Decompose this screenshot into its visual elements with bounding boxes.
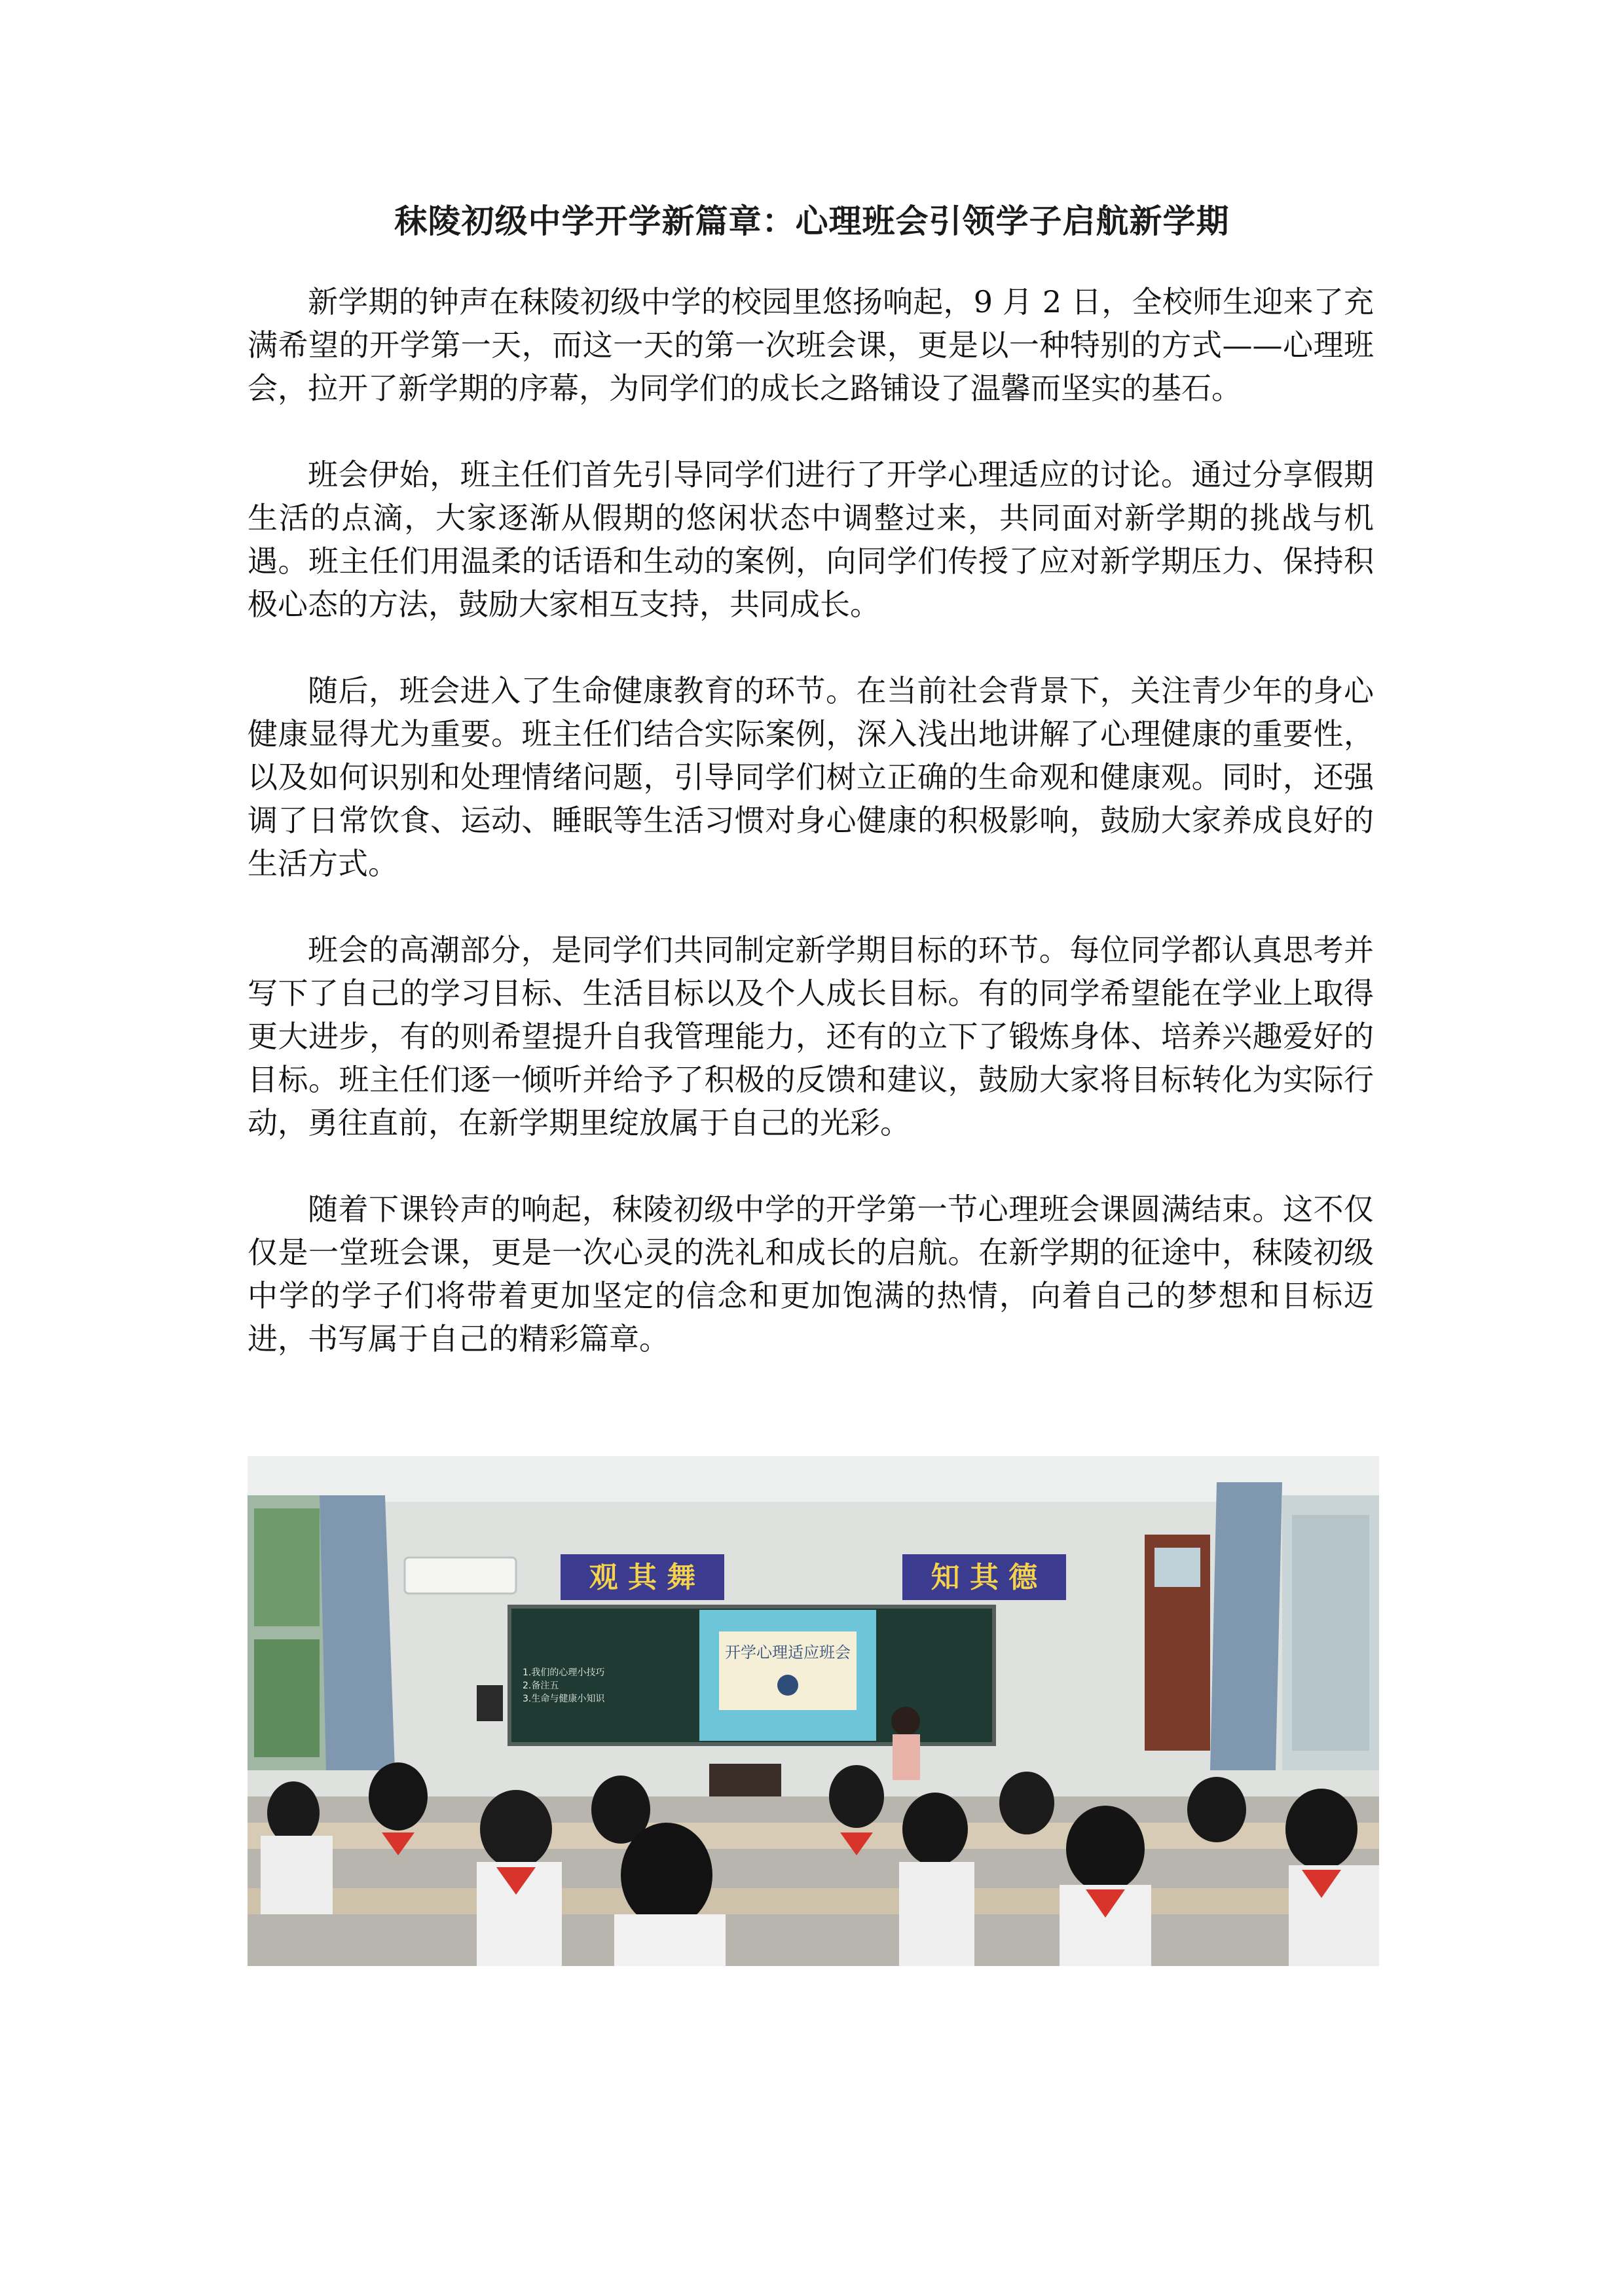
speaker [477, 1685, 503, 1721]
paragraph-5: 随着下课铃声的响起，秣陵初级中学的开学第一节心理班会课圆满结束。这不仅仅是一堂班会课，更是一次心灵的洗礼和成长的启航。在新学期的征途中，秣陵初级中学的学子们将带着更加坚定的信念和更加饱满的热情，向着自己的梦想和目标迈进，书写属于自己的精彩篇章。 [248, 1192, 1374, 1357]
blackboard-line-2: 2.备注五 [523, 1681, 559, 1691]
article-body [248, 280, 1374, 1404]
classroom-photo [248, 1456, 1379, 1966]
paragraph-3: 随后，班会进入了生命健康教育的环节。在当前社会背景下，关注青少年的身心健康显得尤为重要。班主任们结合实际案例，深入浅出地讲解了心理健康的重要性，以及如何识别和处理情绪问题，引导同学们树立正确的生命观和健康观。同时，还强调了日常饮食、运动、睡眠等生活习惯对身心健康的积极影响，鼓励大家养成良好的生活方式。 [248, 673, 1374, 881]
page-title: 秣陵初级中学开学新篇章：心理班会引领学子启航新学期 [394, 202, 1230, 240]
banner-right-text: 知 其 德 [931, 1561, 1038, 1594]
air-conditioner [405, 1558, 516, 1594]
right-curtain [1210, 1482, 1282, 1770]
paragraph-2: 班会伊始，班主任们首先引导同学们进行了开学心理适应的讨论。通过分享假期生活的点滴，大家逐渐从假期的悠闲状态中调整过来，共同面对新学期的挑战与机遇。班主任们用温柔的话语和生动的案例，向同学们传授了应对新学期压力、保持积极心态的方法，鼓励大家相互支持，共同成长。 [248, 457, 1374, 622]
paragraph-4: 班会的高潮部分，是同学们共同制定新学期目标的环节。每位同学都认真思考并写下了自己的学习目标、生活目标以及个人成长目标。有的同学希望能在学业上取得更大进步，有的则希望提升自我管理能力，还有的立下了锻炼身体、培养兴趣爱好的目标。班主任们逐一倾听并给予了积极的反馈和建议，鼓励大家将目标转化为实际行动，勇往直前，在新学期里绽放属于自己的光彩。 [248, 932, 1374, 1140]
blackboard-line-1: 1.我们的心理小技巧 [523, 1667, 605, 1678]
teacher [891, 1707, 920, 1736]
left-curtain [320, 1495, 395, 1770]
banner-left-text: 观 其 舞 [589, 1561, 696, 1594]
blackboard-line-3: 3.生命与健康小知识 [523, 1694, 605, 1704]
paragraph-1: 新学期的钟声在秣陵初级中学的校园里悠扬响起，9 月 2 日，全校师生迎来了充满希望的开学第一天，而这一天的第一次班会课，更是以一种特别的方式——心理班会，拉开了新学期的序幕，为同学们的成长之路铺设了温馨而坚实的基石。 [248, 284, 1374, 406]
slide-title: 开学心理适应班会 [725, 1643, 851, 1662]
